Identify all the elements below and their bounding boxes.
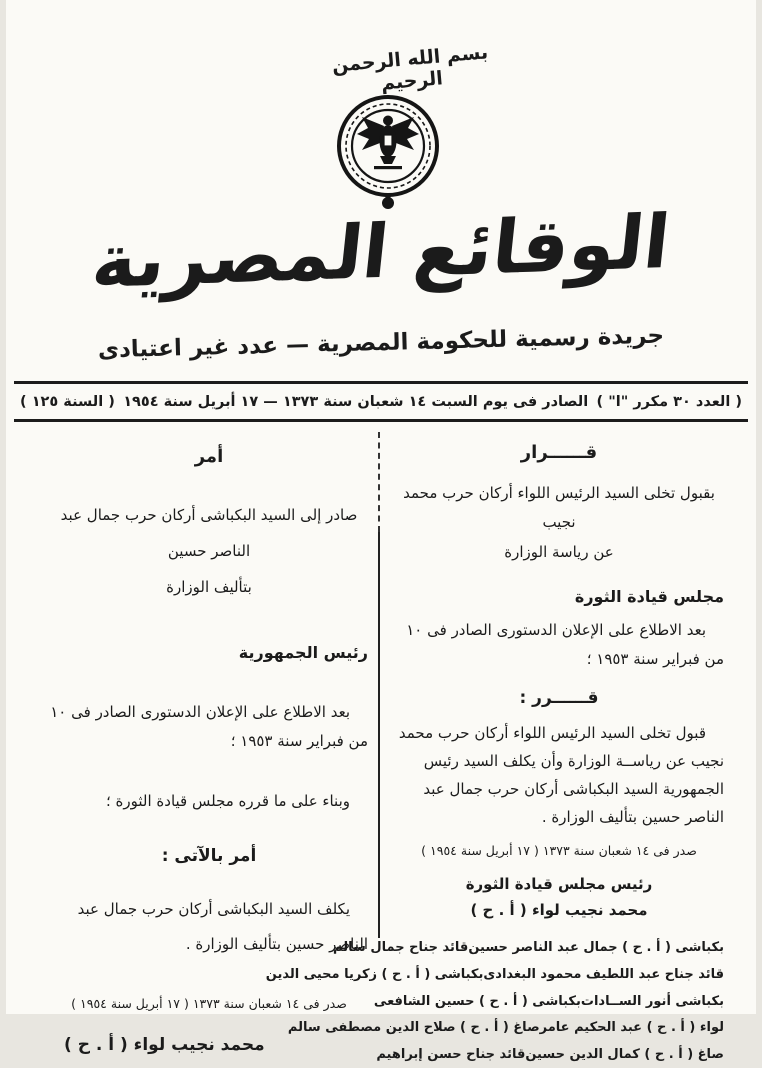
order-preamble-2: وبناء على ما قرره مجلس قيادة الثورة ؛ <box>105 791 350 810</box>
order-section <box>50 438 368 1055</box>
decree-preamble: بعد الاطلاع على الإعلان الدستورى الصادر فى ١٠ من فبراير سنة ١٩٥٣ ؛ <box>406 620 724 668</box>
bismillah-text: بسم الله الرحمن الرحيم <box>331 41 489 95</box>
order-issued-date: صدر فى ١٤ شعبان سنة ١٣٧٣ ( ١٧ أبريل سنة ١٩٥٤ ) <box>71 996 347 1012</box>
decree-authority: مجلس قيادة الثورة <box>574 586 724 606</box>
decree-decided-label: قــــــرر : <box>519 688 599 709</box>
masthead-rule-bottom <box>14 419 748 422</box>
signatory-row <box>265 962 724 989</box>
gazette-page <box>6 0 756 1062</box>
signatory-name: قائد جناح حسن إبراهيم <box>376 1046 526 1062</box>
order-subheading <box>50 497 368 605</box>
signatory-name: بكباشى أنور الســادات <box>580 993 724 1009</box>
masthead-year-number: ( السنة ١٢٥ ) <box>20 394 115 410</box>
masthead-date-line: الصادر فى يوم السبت ١٤ شعبان سنة ١٣٧٣ — ١٧ أبريل سنة ١٩٥٤ <box>123 394 589 410</box>
decree-signer-title: رئيس مجلس قيادة الثورة <box>465 875 653 894</box>
order-subheading-line1: صادر إلى السيد البكباشى أركان حرب جمال عبد الناصر حسين <box>60 506 358 560</box>
masthead-band <box>20 387 742 417</box>
decree-signer-name: محمد نجيب لواء ( أ . ح ) <box>470 900 648 919</box>
gazette-subtitle: جريدة رسمية للحكومة المصرية — عدد غير اعتيادى <box>97 322 665 364</box>
masthead-issue-number: ( العدد ٣٠ مكرر "ا" ) <box>596 394 742 410</box>
signatory-name: قائد جناح عبد اللطيف محمود البغدادى <box>483 966 724 982</box>
decree-subheading-line1: بقبول تخلى السيد الرئيس اللواء أركان حرب محمد نجيب <box>403 484 715 532</box>
order-label: أمر بالآتى : <box>161 845 257 866</box>
signatory-name: صاغ ( أ . ح ) كمال الدين حسين <box>525 1046 724 1062</box>
signatory-name: بكباشى ( أ . ح ) حسين الشافعى <box>373 993 581 1009</box>
decree-subheading-line2: عن رياسة الوزارة <box>504 542 614 561</box>
order-authority: رئيس الجمهورية <box>238 643 368 662</box>
signatory-name: لواء ( أ . ح ) عبد الحكيم عامر <box>539 1020 724 1036</box>
signatory-name: بكباشى ( أ . ح ) زكريا محيى الدين <box>265 966 484 982</box>
decree-section <box>265 436 724 1068</box>
column-divider <box>378 532 380 938</box>
signatories-list <box>265 935 724 1068</box>
order-heading: أمر <box>194 446 224 467</box>
signatory-row <box>333 935 724 962</box>
signatory-row <box>376 1042 724 1068</box>
signatory-name: بكباشى ( أ . ح ) جمال عبد الناصر حسين <box>468 940 724 956</box>
order-signer-name: محمد نجيب لواء ( أ . ح ) <box>64 1035 265 1056</box>
masthead-rule-top <box>14 381 748 384</box>
decree-issued-date: صدر فى ١٤ شعبان سنة ١٣٧٣ ( ١٧ أبريل سنة ١٩٥٤ ) <box>421 843 697 859</box>
signatory-name: قائد جناح جمال سالم <box>333 940 469 956</box>
order-subheading-line2: بتأليف الوزارة <box>166 578 252 596</box>
order-preamble-1: بعد الاطلاع على الإعلان الدستورى الصادر فى ١٠ من فبراير سنة ١٩٥٣ ؛ <box>50 703 368 751</box>
decree-body: قبول تخلى السيد الرئيس اللواء أركان حرب محمد نجيب عن رياســة الوزارة وأن يكلف السيد رئيس الجمهورية السيد البكباشى أركان حرب جمال عبد الناصر حسين بتأليف الوزارة . <box>398 724 724 826</box>
signatory-row <box>373 989 724 1016</box>
decree-heading: قــــــرار <box>520 442 598 463</box>
column-divider-dashed <box>378 432 380 532</box>
order-body: يكلف السيد البكباشى أركان حرب جمال عبد الناصر حسين بتأليف الوزارة . <box>77 899 368 953</box>
signatory-row <box>287 1015 724 1042</box>
decree-subheading <box>394 479 724 567</box>
signatory-name: صاغ ( أ . ح ) صلاح الدين مصطفى سالم <box>287 1020 540 1036</box>
gazette-title: الوقائع المصرية <box>88 199 674 305</box>
